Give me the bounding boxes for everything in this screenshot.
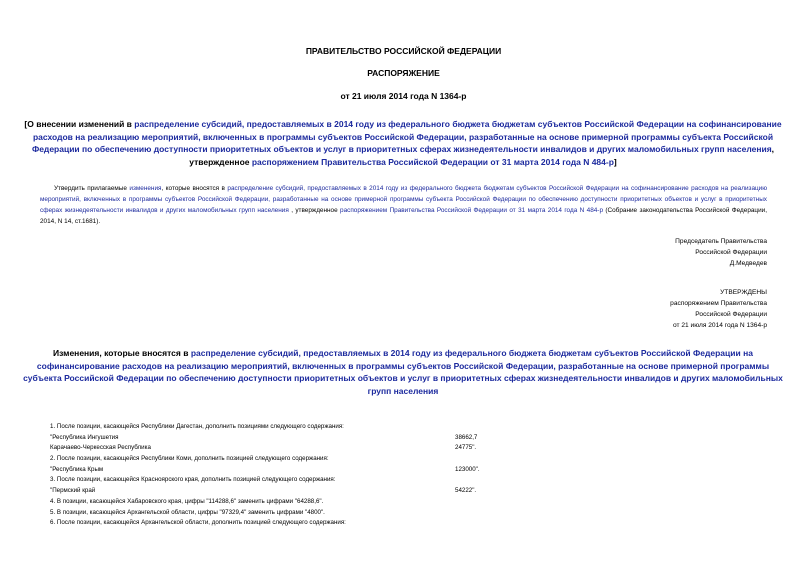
list-item-value: 54222". [455, 487, 477, 495]
list-item-text: Карачаево-Черкесская Республика [50, 444, 151, 452]
list-item [50, 433, 520, 444]
list-item [50, 422, 520, 433]
signature-line-2: Российской Федерации [695, 249, 767, 256]
signature-line-1: Председатель Правительства [675, 238, 767, 245]
list-item-text: 4. В позиции, касающейся Хабаровского края, цифры "114288,6" заменить цифрами "64288,6". [50, 497, 324, 505]
changes-heading-prefix: Изменения, которые вносятся в [53, 348, 191, 358]
signature-block [567, 236, 767, 269]
body-text-1: Утвердить прилагаемые [54, 185, 130, 192]
list-item-text: "Пермский край [50, 487, 96, 495]
document-date-number: от 21 июля 2014 года N 1364-р [340, 91, 467, 101]
body-text-4: (Собрание законодательства Российской Федерации, 2014, N 14, ст.1681). [40, 207, 768, 225]
list-item-text: 2. После позиции, касающейся Республики Коми, дополнить позицией следующего содержания: [50, 455, 329, 463]
approval-line-2: распоряжением Правительства [670, 300, 767, 307]
list-item-text: "Республика Ингушетия [50, 433, 119, 441]
list-item-text: 1. После позиции, касающейся Республики Дагестан, дополнить позициями следующего содержания: [50, 423, 344, 430]
title-middle: , утвержденное [189, 144, 775, 167]
list-item [50, 508, 520, 519]
list-item-value: 38662,7 [455, 433, 478, 441]
list-item-text: "Республика Крым [50, 465, 104, 473]
list-item [50, 486, 520, 497]
approval-line-4: от 21 июля 2014 года N 1364-р [672, 322, 767, 329]
title-suffix: ] [613, 156, 617, 167]
list-item [50, 443, 520, 454]
list-item-text: 3. После позиции, касающейся Красноярского края, дополнить позицией следующего содержания: [50, 476, 336, 484]
government-heading: ПРАВИТЕЛЬСТВО РОССИЙСКОЙ ФЕДЕРАЦИИ [305, 46, 502, 56]
approval-line-3: Российской Федерации [695, 311, 767, 318]
approval-block [567, 287, 767, 331]
body-paragraph [40, 183, 767, 227]
body-text-2: , которые вносятся в [161, 185, 228, 192]
body-text-3: , утвержденное [288, 207, 341, 214]
document-type: РАСПОРЯЖЕНИЕ [367, 68, 440, 78]
changes-heading-link[interactable]: распределение субсидий, предоставляемых в 2014 году из федерального бюджета бюджетам субъектов Российской Федерации на софинансирование расходов на реализацию мероприятий, включенных в программы субъектов Российской Федерации, разработанные на основе примерной программы субъекта Российской Федерации по обеспечению доступности приоритетных объектов и услуг в приоритетных сферах жизнедеятельности инвалидов и других маломобильных групп населения [23, 348, 783, 396]
list-item [50, 454, 520, 465]
list-item [50, 497, 520, 508]
list-item-text: 6. После позиции, касающейся Архангельской области, дополнить позицией следующего содержания: [50, 519, 346, 527]
body-link-changes[interactable]: изменения [129, 185, 162, 192]
list-item-value: 123000". [455, 465, 480, 473]
list-item [50, 475, 520, 486]
title-prefix: [О внесении изменений в [24, 119, 135, 129]
body-link-order[interactable]: распоряжением Правительства Российской Федерации от 31 марта 2014 года N 484-р [340, 207, 603, 214]
body-link-distribution[interactable]: распределение субсидий, предоставляемых в 2014 году из федерального бюджета бюджетам субъектов Российской Федерации на софинансирование расходов на реализацию мероприятий, включенных в программы субъектов Российской Федерации, разработанные на основе примерной программы субъекта Российской Федерации по обеспечению доступности приоритетных объектов и услуг в приоритетных сферах жизнедеятельности инвалидов и других маломобильных групп населения [40, 185, 768, 214]
changes-list [50, 422, 520, 529]
changes-heading [22, 347, 784, 397]
list-item-text: 5. В позиции, касающейся Архангельской области, цифры "97329,4" заменить цифрами "4800". [50, 508, 325, 516]
list-item-value: 24775". [455, 444, 477, 452]
document-title [22, 118, 784, 168]
signature-line-3: Д.Медведев [729, 260, 767, 267]
approval-line-1: УТВЕРЖДЕНЫ [720, 289, 767, 296]
list-item [50, 465, 520, 476]
title-link-order[interactable]: распоряжением Правительства Российской Федерации от 31 марта 2014 года N 484-р [251, 156, 614, 167]
list-item [50, 518, 520, 529]
title-link-distribution[interactable]: распределение субсидий, предоставляемых в 2014 году из федерального бюджета бюджетам субъектов Российской Федерации на софинансирование расходов на реализацию мероприятий, включенных в программы субъектов Российской Федерации, разработанные на основе примерной программы субъекта Российской Федерации по обеспечению доступности приоритетных объектов и услуг в приоритетных сферах жизнедеятельности инвалидов и других маломобильных групп населения [31, 119, 782, 154]
